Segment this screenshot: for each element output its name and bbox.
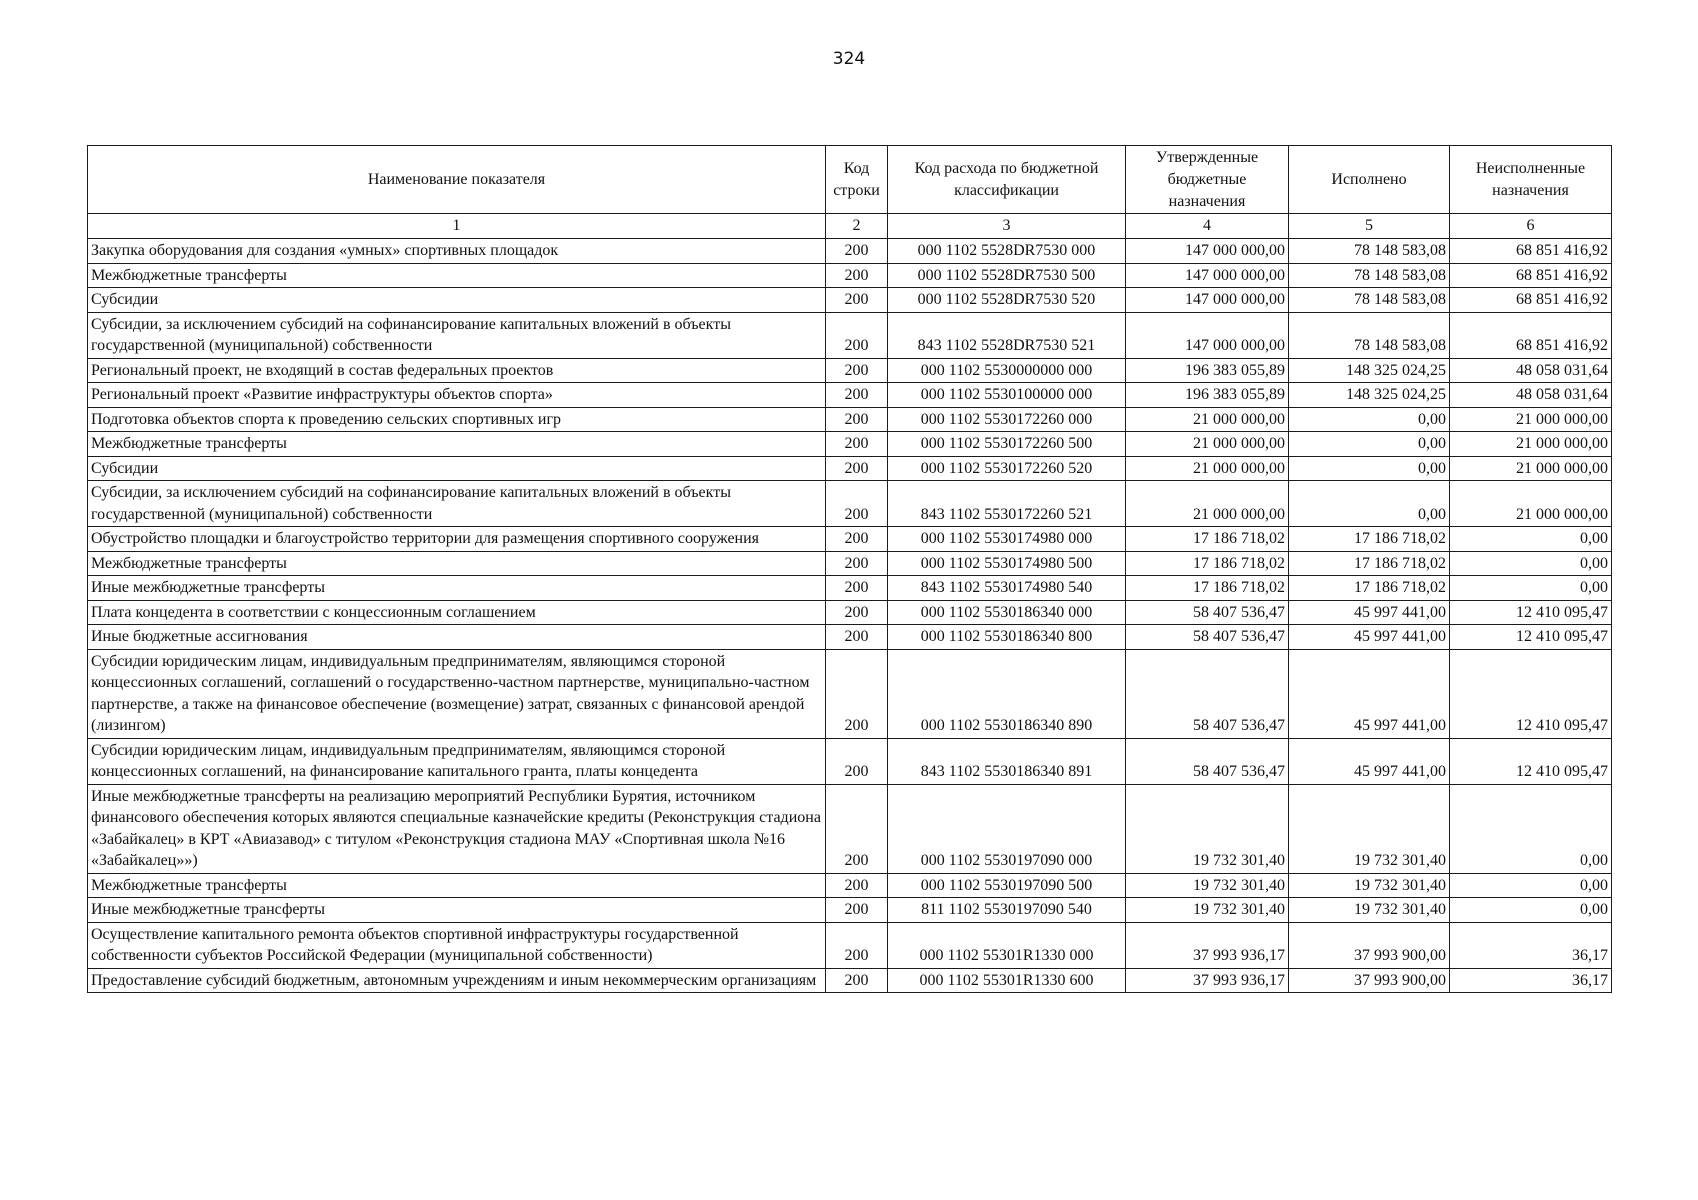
column-number: 3 bbox=[888, 214, 1126, 239]
expense-code-cell: 843 1102 5528DR7530 521 bbox=[888, 312, 1126, 358]
executed-amount-cell: 148 325 024,25 bbox=[1289, 383, 1450, 408]
header-unexecuted: Неисполненные назначения bbox=[1450, 146, 1612, 214]
approved-amount-cell: 19 732 301,40 bbox=[1126, 784, 1289, 873]
expense-code-cell: 000 1102 5530197090 000 bbox=[888, 784, 1126, 873]
unexecuted-amount-cell: 68 851 416,92 bbox=[1450, 288, 1612, 313]
approved-amount-cell: 147 000 000,00 bbox=[1126, 239, 1289, 264]
unexecuted-amount-cell: 21 000 000,00 bbox=[1450, 456, 1612, 481]
indicator-name-cell: Субсидии юридическим лицам, индивидуальным предпринимателям, являющимся стороной концессионных соглашений, соглашений о государственно-частном партнерстве, муниципально-частном партнерстве, а также на финансовое обеспечение (возмещение) затрат, связанных с финансовой арендой (лизингом) bbox=[88, 649, 826, 738]
line-code-cell: 200 bbox=[826, 576, 888, 601]
indicator-name-cell: Иные межбюджетные трансферты bbox=[88, 576, 826, 601]
table-row bbox=[88, 239, 1612, 264]
table-row bbox=[88, 738, 1612, 784]
expense-code-cell: 000 1102 5530172260 500 bbox=[888, 432, 1126, 457]
table-row bbox=[88, 263, 1612, 288]
indicator-name-cell: Субсидии bbox=[88, 456, 826, 481]
approved-amount-cell: 21 000 000,00 bbox=[1126, 407, 1289, 432]
unexecuted-amount-cell: 0,00 bbox=[1450, 873, 1612, 898]
executed-amount-cell: 17 186 718,02 bbox=[1289, 551, 1450, 576]
line-code-cell: 200 bbox=[826, 481, 888, 527]
approved-amount-cell: 196 383 055,89 bbox=[1126, 358, 1289, 383]
unexecuted-amount-cell: 36,17 bbox=[1450, 922, 1612, 968]
unexecuted-amount-cell: 21 000 000,00 bbox=[1450, 481, 1612, 527]
line-code-cell: 200 bbox=[826, 407, 888, 432]
executed-amount-cell: 17 186 718,02 bbox=[1289, 527, 1450, 552]
expense-code-cell: 000 1102 5530174980 000 bbox=[888, 527, 1126, 552]
expense-code-cell: 843 1102 5530172260 521 bbox=[888, 481, 1126, 527]
expense-code-cell: 000 1102 5530000000 000 bbox=[888, 358, 1126, 383]
indicator-name-cell: Закупка оборудования для создания «умных» спортивных площадок bbox=[88, 239, 826, 264]
approved-amount-cell: 58 407 536,47 bbox=[1126, 600, 1289, 625]
line-code-cell: 200 bbox=[826, 873, 888, 898]
table-row bbox=[88, 527, 1612, 552]
table-row bbox=[88, 784, 1612, 873]
unexecuted-amount-cell: 68 851 416,92 bbox=[1450, 312, 1612, 358]
executed-amount-cell: 45 997 441,00 bbox=[1289, 649, 1450, 738]
executed-amount-cell: 78 148 583,08 bbox=[1289, 312, 1450, 358]
approved-amount-cell: 21 000 000,00 bbox=[1126, 481, 1289, 527]
expense-code-cell: 000 1102 5528DR7530 520 bbox=[888, 288, 1126, 313]
table-row bbox=[88, 898, 1612, 923]
expense-code-cell: 000 1102 5530172260 000 bbox=[888, 407, 1126, 432]
page-number: 324 bbox=[832, 49, 866, 69]
unexecuted-amount-cell: 48 058 031,64 bbox=[1450, 358, 1612, 383]
executed-amount-cell: 37 993 900,00 bbox=[1289, 922, 1450, 968]
line-code-cell: 200 bbox=[826, 383, 888, 408]
unexecuted-amount-cell: 0,00 bbox=[1450, 551, 1612, 576]
indicator-name-cell: Субсидии юридическим лицам, индивидуальным предпринимателям, являющимся стороной концессионных соглашений, на финансирование капитального гранта, платы концедента bbox=[88, 738, 826, 784]
table-row bbox=[88, 383, 1612, 408]
header-line-code: Код строки bbox=[826, 146, 888, 214]
budget-execution-table bbox=[87, 145, 1612, 993]
column-number: 6 bbox=[1450, 214, 1612, 239]
executed-amount-cell: 0,00 bbox=[1289, 432, 1450, 457]
approved-amount-cell: 21 000 000,00 bbox=[1126, 456, 1289, 481]
line-code-cell: 200 bbox=[826, 432, 888, 457]
unexecuted-amount-cell: 0,00 bbox=[1450, 527, 1612, 552]
expense-code-cell: 000 1102 5530172260 520 bbox=[888, 456, 1126, 481]
unexecuted-amount-cell: 0,00 bbox=[1450, 898, 1612, 923]
unexecuted-amount-cell: 68 851 416,92 bbox=[1450, 239, 1612, 264]
header-approved: Утвержденные бюджетные назначения bbox=[1126, 146, 1289, 214]
unexecuted-amount-cell: 0,00 bbox=[1450, 784, 1612, 873]
executed-amount-cell: 78 148 583,08 bbox=[1289, 263, 1450, 288]
unexecuted-amount-cell: 12 410 095,47 bbox=[1450, 738, 1612, 784]
table-row bbox=[88, 481, 1612, 527]
line-code-cell: 200 bbox=[826, 456, 888, 481]
line-code-cell: 200 bbox=[826, 239, 888, 264]
line-code-cell: 200 bbox=[826, 600, 888, 625]
approved-amount-cell: 147 000 000,00 bbox=[1126, 288, 1289, 313]
executed-amount-cell: 37 993 900,00 bbox=[1289, 968, 1450, 993]
indicator-name-cell: Межбюджетные трансферты bbox=[88, 432, 826, 457]
header-executed: Исполнено bbox=[1289, 146, 1450, 214]
approved-amount-cell: 21 000 000,00 bbox=[1126, 432, 1289, 457]
executed-amount-cell: 19 732 301,40 bbox=[1289, 784, 1450, 873]
approved-amount-cell: 19 732 301,40 bbox=[1126, 873, 1289, 898]
executed-amount-cell: 0,00 bbox=[1289, 456, 1450, 481]
table-row bbox=[88, 649, 1612, 738]
unexecuted-amount-cell: 12 410 095,47 bbox=[1450, 600, 1612, 625]
line-code-cell: 200 bbox=[826, 649, 888, 738]
expense-code-cell: 000 1102 5528DR7530 500 bbox=[888, 263, 1126, 288]
expense-code-cell: 000 1102 5530174980 500 bbox=[888, 551, 1126, 576]
unexecuted-amount-cell: 36,17 bbox=[1450, 968, 1612, 993]
expense-code-cell: 000 1102 5528DR7530 000 bbox=[888, 239, 1126, 264]
unexecuted-amount-cell: 68 851 416,92 bbox=[1450, 263, 1612, 288]
executed-amount-cell: 19 732 301,40 bbox=[1289, 898, 1450, 923]
expense-code-cell: 000 1102 5530197090 500 bbox=[888, 873, 1126, 898]
executed-amount-cell: 0,00 bbox=[1289, 407, 1450, 432]
line-code-cell: 200 bbox=[826, 968, 888, 993]
table-row bbox=[88, 625, 1612, 650]
line-code-cell: 200 bbox=[826, 263, 888, 288]
approved-amount-cell: 58 407 536,47 bbox=[1126, 625, 1289, 650]
indicator-name-cell: Межбюджетные трансферты bbox=[88, 873, 826, 898]
unexecuted-amount-cell: 21 000 000,00 bbox=[1450, 432, 1612, 457]
expense-code-cell: 000 1102 5530186340 890 bbox=[888, 649, 1126, 738]
column-number: 5 bbox=[1289, 214, 1450, 239]
executed-amount-cell: 78 148 583,08 bbox=[1289, 239, 1450, 264]
indicator-name-cell: Иные межбюджетные трансферты bbox=[88, 898, 826, 923]
approved-amount-cell: 196 383 055,89 bbox=[1126, 383, 1289, 408]
expense-code-cell: 843 1102 5530186340 891 bbox=[888, 738, 1126, 784]
executed-amount-cell: 0,00 bbox=[1289, 481, 1450, 527]
line-code-cell: 200 bbox=[826, 312, 888, 358]
executed-amount-cell: 17 186 718,02 bbox=[1289, 576, 1450, 601]
table-header-row bbox=[88, 146, 1612, 214]
unexecuted-amount-cell: 48 058 031,64 bbox=[1450, 383, 1612, 408]
table-row bbox=[88, 551, 1612, 576]
table-row bbox=[88, 407, 1612, 432]
approved-amount-cell: 58 407 536,47 bbox=[1126, 738, 1289, 784]
indicator-name-cell: Региональный проект, не входящий в состав федеральных проектов bbox=[88, 358, 826, 383]
expense-code-cell: 000 1102 5530186340 800 bbox=[888, 625, 1126, 650]
approved-amount-cell: 19 732 301,40 bbox=[1126, 898, 1289, 923]
executed-amount-cell: 19 732 301,40 bbox=[1289, 873, 1450, 898]
expense-code-cell: 000 1102 5530100000 000 bbox=[888, 383, 1126, 408]
indicator-name-cell: Плата концедента в соответствии с концессионным соглашением bbox=[88, 600, 826, 625]
indicator-name-cell: Обустройство площадки и благоустройство территории для размещения спортивного сооружения bbox=[88, 527, 826, 552]
table-row bbox=[88, 432, 1612, 457]
executed-amount-cell: 45 997 441,00 bbox=[1289, 600, 1450, 625]
line-code-cell: 200 bbox=[826, 922, 888, 968]
line-code-cell: 200 bbox=[826, 898, 888, 923]
indicator-name-cell: Иные межбюджетные трансферты на реализацию мероприятий Республики Бурятия, источником финансового обеспечения которых являются специальные казначейские кредиты (Реконструкция стадиона «Забайкалец» в КРТ «Авиазавод» с титулом «Реконструкция стадиона МАУ «Спортивная школа №16 «Забайкалец»») bbox=[88, 784, 826, 873]
expense-code-cell: 000 1102 55301R1330 600 bbox=[888, 968, 1126, 993]
unexecuted-amount-cell: 12 410 095,47 bbox=[1450, 649, 1612, 738]
approved-amount-cell: 147 000 000,00 bbox=[1126, 312, 1289, 358]
column-number-row bbox=[88, 214, 1612, 239]
table-row bbox=[88, 968, 1612, 993]
executed-amount-cell: 45 997 441,00 bbox=[1289, 625, 1450, 650]
unexecuted-amount-cell: 12 410 095,47 bbox=[1450, 625, 1612, 650]
approved-amount-cell: 37 993 936,17 bbox=[1126, 968, 1289, 993]
indicator-name-cell: Подготовка объектов спорта к проведению сельских спортивных игр bbox=[88, 407, 826, 432]
executed-amount-cell: 78 148 583,08 bbox=[1289, 288, 1450, 313]
indicator-name-cell: Региональный проект «Развитие инфраструктуры объектов спорта» bbox=[88, 383, 826, 408]
line-code-cell: 200 bbox=[826, 551, 888, 576]
line-code-cell: 200 bbox=[826, 358, 888, 383]
executed-amount-cell: 148 325 024,25 bbox=[1289, 358, 1450, 383]
unexecuted-amount-cell: 21 000 000,00 bbox=[1450, 407, 1612, 432]
approved-amount-cell: 17 186 718,02 bbox=[1126, 551, 1289, 576]
indicator-name-cell: Предоставление субсидий бюджетным, автономным учреждениям и иным некоммерческим организациям bbox=[88, 968, 826, 993]
table-row bbox=[88, 576, 1612, 601]
indicator-name-cell: Субсидии bbox=[88, 288, 826, 313]
line-code-cell: 200 bbox=[826, 527, 888, 552]
column-number: 1 bbox=[88, 214, 826, 239]
approved-amount-cell: 17 186 718,02 bbox=[1126, 576, 1289, 601]
table-row bbox=[88, 288, 1612, 313]
header-indicator-name: Наименование показателя bbox=[88, 146, 826, 214]
line-code-cell: 200 bbox=[826, 288, 888, 313]
header-expense-code: Код расхода по бюджетной классификации bbox=[888, 146, 1126, 214]
approved-amount-cell: 37 993 936,17 bbox=[1126, 922, 1289, 968]
table-row bbox=[88, 456, 1612, 481]
approved-amount-cell: 58 407 536,47 bbox=[1126, 649, 1289, 738]
line-code-cell: 200 bbox=[826, 625, 888, 650]
executed-amount-cell: 45 997 441,00 bbox=[1289, 738, 1450, 784]
unexecuted-amount-cell: 0,00 bbox=[1450, 576, 1612, 601]
table-row bbox=[88, 873, 1612, 898]
table-row bbox=[88, 600, 1612, 625]
indicator-name-cell: Осуществление капитального ремонта объектов спортивной инфраструктуры государственной собственности субъектов Российской Федерации (муниципальной собственности) bbox=[88, 922, 826, 968]
line-code-cell: 200 bbox=[826, 738, 888, 784]
table-body bbox=[88, 239, 1612, 993]
expense-code-cell: 811 1102 5530197090 540 bbox=[888, 898, 1126, 923]
column-number: 4 bbox=[1126, 214, 1289, 239]
indicator-name-cell: Межбюджетные трансферты bbox=[88, 263, 826, 288]
line-code-cell: 200 bbox=[826, 784, 888, 873]
indicator-name-cell: Межбюджетные трансферты bbox=[88, 551, 826, 576]
indicator-name-cell: Субсидии, за исключением субсидий на софинансирование капитальных вложений в объекты государственной (муниципальной) собственности bbox=[88, 481, 826, 527]
expense-code-cell: 000 1102 5530186340 000 bbox=[888, 600, 1126, 625]
approved-amount-cell: 147 000 000,00 bbox=[1126, 263, 1289, 288]
table-row bbox=[88, 358, 1612, 383]
approved-amount-cell: 17 186 718,02 bbox=[1126, 527, 1289, 552]
table-row bbox=[88, 922, 1612, 968]
column-number: 2 bbox=[826, 214, 888, 239]
table-row bbox=[88, 312, 1612, 358]
expense-code-cell: 000 1102 55301R1330 000 bbox=[888, 922, 1126, 968]
expense-code-cell: 843 1102 5530174980 540 bbox=[888, 576, 1126, 601]
indicator-name-cell: Субсидии, за исключением субсидий на софинансирование капитальных вложений в объекты государственной (муниципальной) собственности bbox=[88, 312, 826, 358]
indicator-name-cell: Иные бюджетные ассигнования bbox=[88, 625, 826, 650]
